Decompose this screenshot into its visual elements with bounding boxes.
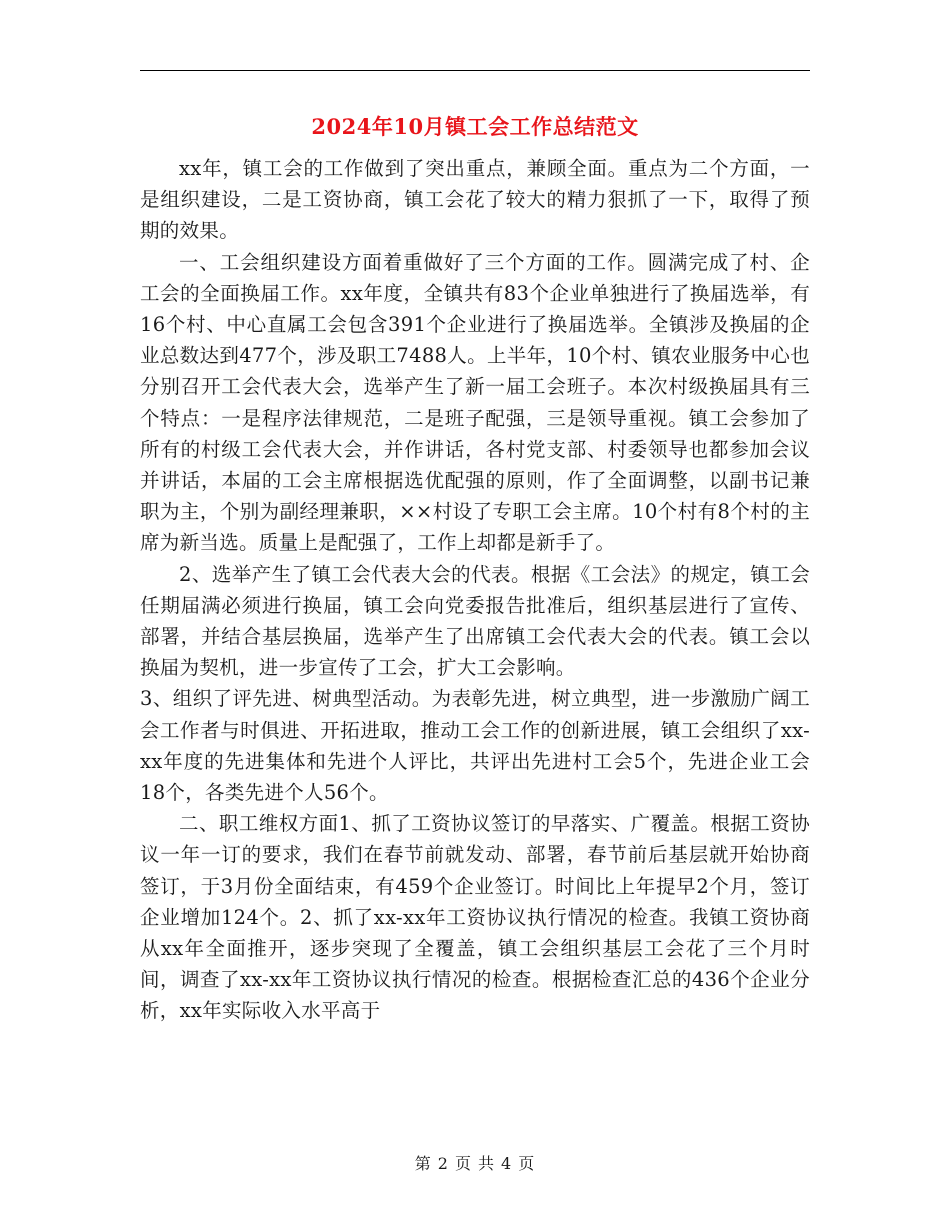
paragraph-organization: 一、工会组织建设方面着重做好了三个方面的工作。圆满完成了村、企工会的全面换届工作。xx年度，全镇共有83个企业单独进行了换届选举，有16个村、中心直属工会包含391个企业进行了换届选举。全镇涉及换届的企业总数达到477个，涉及职工7488人。上半年，10个村、镇农业服务中心也分别召开工会代表大会，选举产生了新一届工会班子。本次村级换届具有三个特点：一是程序法律规范，二是班子配强，三是领导重视。镇工会参加了所有的村级工会代表大会，并作讲话，各村党支部、村委领导也都参加会议并讲话，本届的工会主席根据选优配强的原则，作了全面调整，以副书记兼职为主，个别为副经理兼职，××村设了专职工会主席。10个村有8个村的主席为新当选。质量上是配强了，工作上却都是新手了。 xyxy=(140,250,810,555)
paragraph-awards: 3、组织了评先进、树典型活动。为表彰先进，树立典型，进一步激励广阔工会工作者与时俱进、开拓进取，推动工会工作的创新进展，镇工会组织了xx-xx年度的先进集体和先进个人评比，共评出先进村工会5个，先进企业工会18个，各类先进个人56个。 xyxy=(140,687,810,805)
footer-middle: 页 共 xyxy=(454,1154,496,1173)
paragraph-intro: xx年，镇工会的工作做到了突出重点，兼顾全面。重点为二个方面，一是组织建设，二是工资协商，镇工会花了较大的精力狠抓了一下，取得了预期的效果。 xyxy=(140,157,810,243)
document-title: 2024年10月镇工会工作总结范文 xyxy=(311,114,639,139)
paragraph-delegates: 2、选举产生了镇工会代表大会的代表。根据《工会法》的规定，镇工会任期届满必须进行换届，镇工会向党委报告批准后，组织基层进行了宣传、部署，并结合基层换届，选举产生了出席镇工会代表大会的代表。镇工会以换届为契机，进一步宣传了工会，扩大工会影响。 xyxy=(140,562,810,680)
footer-prefix: 第 xyxy=(414,1154,432,1173)
paragraph-rights: 二、职工维权方面1、抓了工资协议签订的早落实、广覆盖。根据工资协议一年一订的要求，我们在春节前就发动、部署，春节前后基层就开始协商签订，于3月份全面结束，有459个企业签订。时间比上年提早2个月，签订企业增加124个。2、抓了xx-xx年工资协议执行情况的检查。我镇工资协商从xx年全面推开，逐步突现了全覆盖，镇工会组织基层工会花了三个月时间，调查了xx-xx年工资协议执行情况的检查。根据检查汇总的436个企业分析，xx年实际收入水平高于 xyxy=(140,812,810,1023)
page-footer xyxy=(0,1153,950,1175)
header-rule xyxy=(140,70,810,71)
footer-page-number: 2 xyxy=(437,1154,449,1173)
footer-suffix: 页 xyxy=(518,1154,536,1173)
document-body xyxy=(140,153,810,1027)
footer-total-pages: 4 xyxy=(501,1154,513,1173)
